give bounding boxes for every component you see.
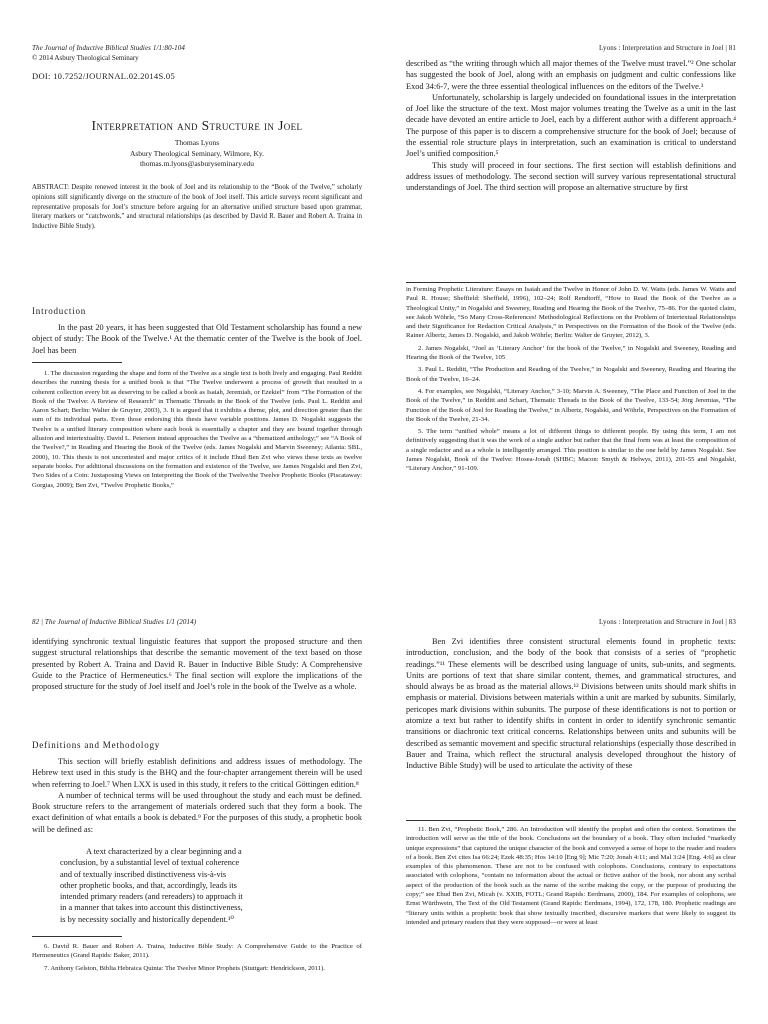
paragraph: In the past 20 years, it has been suggested that Old Testament scholarship has found a new object of study: The Book of the Twelve.¹ At the thematic center of the Twelve is the book of Joel. Joel has been xyxy=(32,323,362,355)
body-text xyxy=(406,636,736,772)
paragraph: Ben Zvi identifies three consistent structural elements found in prophetic texts: introduction, conclusion, and the body of the book that consists of a series of “prophetic readings.”¹¹ These elements will be described using language of units, sub-units, and segments. Units are portions of text that share similar content, themes, and grammatical structures, and should always be as broad as the material allows.¹² Divisions between units should mark shifts in emphasis or material. Divisions between materials within a unit are marked by subunits. Similarly, pericopes mark divisions within subunits. The purpose of these identifications is not to portion or atomize a text but rather to identify shifts in content in order to identify synchronic semantic transitions or diachronic text critical concerns. Relationships between units and subunits will be described as semantic movement and specific structural relationships (especially those described in Bauer and Traina, which reflect the structural analysis developed throughout the history of Inductive Bible Study) will be used to articulate the activity of these xyxy=(406,637,736,771)
quote-line: in a manner that takes into account this distinctiveness, xyxy=(60,903,243,913)
author-affiliation: Asbury Theological Seminary, Wilmore, Ky. xyxy=(129,148,265,158)
footnote-rule xyxy=(406,820,736,821)
footnote: 3. Paul L. Redditt, “The Production and Reading of the Twelve,” in Nogalski and Sweeney, Reading and Hearing the Book of the Twelve, 16–24. xyxy=(406,366,736,383)
body-text xyxy=(32,322,362,356)
footnotes xyxy=(32,942,362,976)
doi: DOI: 10.7252/JOURNAL.02.2014S.05 xyxy=(32,71,176,81)
page-4 xyxy=(384,512,768,1024)
author-email: thomas.m.lyons@asburyseminary.edu xyxy=(139,159,255,168)
author-block xyxy=(32,138,362,170)
quote-line: intended primary readers (and rereaders) to approach it xyxy=(60,892,243,902)
footnote: in Forming Prophetic Literature: Essays on Isaiah and the Twelve in Honor of John D. W. Watts (eds. James W. Watts and Paul R. House; Sheffield: Sheffield, 1996), 102–24; Rolf Rendtorff, “How to Read the Book of the Twelve as a Theological Unity,” in Nogalski and Sweeney, Reading and Hearing the Book of the Twelve, 75–86. For the quoted claim, see Jakob Wöhrle, “So Many Cross-References! Methodological Reflections on the Problem of Intertextual Relationships and their Significance for Redaction Critical Analysis,” in Perspectives on the Formation of the Book of the Twelve (eds. Rainer Albertz, James D. Nogalski, and Jakob Wöhrle; Berlin: Walter de Gruyter, 2012), 3. xyxy=(406,286,736,340)
author-name: Thomas Lyons xyxy=(174,138,220,147)
section-heading: Definitions and Methodology xyxy=(32,740,161,750)
footnote: 2. James Nogalski, “Joel as ‘Literary Anchor’ for the book of the Twelve,” in Nogalski and Sweeney, Reading and Hearing the Book of the Twelve, 105 xyxy=(406,344,736,362)
body-text xyxy=(32,636,362,692)
body-text xyxy=(32,756,362,835)
footnotes xyxy=(406,285,736,477)
page-1 xyxy=(0,0,384,512)
footnote: 7. Anthony Gelston, Biblia Hebraica Quinta: The Twelve Minor Prophets (Stuttgart: Hendrickson, 2011). xyxy=(44,964,325,972)
section-heading: Introduction xyxy=(32,306,87,316)
article-title: Interpretation and Structure in Joel xyxy=(91,118,303,133)
paragraph: Unfortunately, scholarship is largely undecided on foundational issues in the interpretation of Joel like the structure of the text. Most major volumes treating the Twelve as a unit in the last decade have devoted an entire article to Joel, each by a different author with a different approach.⁴ The purpose of this paper is to discern a comprehensive structure for the book of Joel; because of the essential role structure plays in interpretation, such an examination is critical to understand Joel’s unified composition.⁵ xyxy=(406,92,736,159)
running-head: Lyons : Interpretation and Structure in Joel | 83 xyxy=(599,618,736,626)
page-2 xyxy=(384,0,768,512)
quote-line: is by necessity socially and historically dependent.¹⁰ xyxy=(60,914,234,924)
running-head: The Journal of Inductive Biblical Studies 1/1:80-104 xyxy=(32,44,185,52)
block-quote xyxy=(60,846,338,925)
abstract: ABSTRACT: Despite renewed interest in the book of Joel and its relationship to the “Book of the Twelve,” scholarly opinions still significantly diverge on the structure of the book of Joel itself. This article surveys recent significant and representative proposals for Joel’s structure before arguing for an alternative unified structure based upon grammar, literary markers or “catchwords,” and structural relationships (as described by David R. Bauer and Robert A. Traina in Inductive Bible Study). xyxy=(32,184,362,231)
quote-line: A text characterized by a clear beginning and a xyxy=(86,847,242,856)
footnote: 6. David R. Bauer and Robert A. Traina, Inductive Bible Study: A Comprehensive Guide to the Practice of Hermeneutics (Grand Rapids: Baker, 2011). xyxy=(32,943,362,960)
footnotes xyxy=(406,825,736,930)
body-text xyxy=(406,58,736,194)
quote-line: and of textually inscribed distinctiveness vis-à-vis xyxy=(60,869,227,879)
footnote: 4. For examples, see Nogalski, “Literary Anchor,” 3-10; Marvin A. Sweeney, “The Place and Function of Joel in the Book of the Twelve,” in Redditt and Schart, Thematic Threads in the Book of the Twelve, 133-54; Jörg Jeremias, “The Function of the Book of Joel for Reading the Twelve,” in Albertz, Nogalski, and Wöhrle, Perspectives on the Formation of the Book of the Twelve, 21-34. xyxy=(406,387,736,423)
footnote-rule xyxy=(32,936,122,937)
running-head: Lyons : Interpretation and Structure in Joel | 81 xyxy=(599,44,736,52)
paragraph: identifying synchronic textual linguistic features that support the proposed structure and then suggest structural relationships that describe the semantic movement of the text based on those presented by Robert A. Traina and David R. Bauer in Inductive Bible Study: A Comprehensive Guide to the Practice of Hermeneutics.⁶ The final section will explore the implications of the proposed structure for the study of Joel itself and Joel’s role in the book of the Twelve as a whole. xyxy=(32,637,362,692)
page-3 xyxy=(0,512,384,1024)
footnote: 11. Ben Zvi, “Prophetic Book,” 286. An Introduction will identify the prophet and often the context. Sometimes the introduction will serve as the title of the book. Conclusions set the boundary of a book. They often included “markedly unique expressions” that captured the unique character of the book and conveyed a sense of hope to the reader and readers of a book. Ben Zvi cites Isa 66:24; Ezek 48:35; Hos 14:10 [Eng 9]; Mic 7:20; Jonah 4:11; and Mal 3:24 [Eng. 4:6] as clear examples of this phenomenon. These are not to be confused with colophons. Conclusions, contrary to expectations associated with colophons, “contain no information about the actual or fictive author of the book, nor about any scribal aspect of the production of the book such as the name of the scribe making the copy, or the purpose of producing the copy;” see Ehud Ben Zvi, Micah (v. XXIB, FOTL; Grand Rapids: Eerdmans, 2000), 184. For examples of colophons, see Ernst Würthwein, The Text of the Old Testament (Grand Rapids: Eerdmans, 1994), 172, 178, 180. Prophetic readings are “literary units within a prophetic book that show textually inscribed, discursive markers that were likely to suggest its intended and primary readers that they were supposed—or were at least xyxy=(406,826,736,926)
paragraph: This study will proceed in four sections. The first section will establish definitions and address issues of methodology. The second section will survey various representational structural understandings of Joel. The third section will propose an alternative structure by first xyxy=(406,160,736,193)
paragraph: A number of technical terms will be used throughout the study and each must be defined. Book structure refers to the arrangement of materials ordered such that they form a book. The exact definition of what entails a book is debated.⁹ For the purposes of this study, a prophetic book will be defined as: xyxy=(32,790,362,834)
footnotes xyxy=(32,369,362,493)
paragraph: This section will briefly establish definitions and address issues of methodology. The Hebrew text used in this study is the BHQ and the four-chapter arrangement therein will be used when referring to Joel.⁷ When LXX is used in this study, it refers to the critical Göttingen edition.⁸ xyxy=(32,757,362,789)
running-head: 82 | The Journal of Inductive Biblical Studies 1/1 (2014) xyxy=(32,618,197,626)
quote-line: conclusion, by a substantial level of textual coherence xyxy=(60,858,240,868)
quote-line: other prophetic books, and that, accordingly, leads its xyxy=(60,880,237,890)
footnote: 5. The term “unified whole” means a lot of different things to different people. By using this term, I am not definitively suggesting that it was the work of a single author but rather that the final form was at least the composition of a single redactor and as a whole is intelligently arranged. This position is similar to the one held by James Nogalski. See James Nogalski, Book of the Twelve: Hosea-Jonah (SHBC; Macon: Smyth & Helwys, 2011), 201-55 and Nogalski, “Literary Anchor,” 91-109. xyxy=(406,428,736,473)
footnote: 1. The discussion regarding the shape and form of the Twelve as a single text is both lively and engaging. Paul Redditt describes the running thesis for a unified book is that “The Twelve underwent a process of growth that resulted in a coherent collection every bit as deserving to be called a book as Isaiah, Jeremiah, or Ezekiel” from “The Formation of the Book of the Twelve: A Review of Research” in Thematic Threads in the Book of the Twelve (eds. Paul L. Redditt and Aaron Schart; Berlin: Walter de Gruyter, 2003), 3. It is argued that it exhibits a theme, plot, and direction greater than the sum of its individual parts. Even those endorsing this thesis have variable positions. James D. Nogalski suggests the Twelve is a unified literary composition where each book is essentially a chapter and they are bound together through allusion and intertextuality. David L. Peterson instead approaches the Twelve as a “thematized anthology;” see “A Book of the Twelve?,” in Reading and Hearing the Book of the Twelve (eds. James Nogalski and Marvin Sweeney; Atlanta: SBL, 2000), 10. This thesis is not uncontested and major critics of it include Ehud Ben Zvi who views these texts as twelve separate books. For additional discussions on the formation and existence of the Twelve, see James Nogalski and Ben Zvi, Two Sides of a Coin: Juxtaposing Views on Interpreting the Book of the Twelve/the Twelve Prophetic Books (Piscataway: Gorgias, 2009); Ben Zvi, “Twelve Prophetic Books,” xyxy=(32,370,362,489)
footnote-rule xyxy=(32,362,122,363)
copyright: © 2014 Asbury Theological Seminary xyxy=(32,54,139,62)
footnote-rule xyxy=(406,282,736,283)
paragraph: described as “the writing through which all major themes of the Twelve must travel.”² One scholar has suggested the book of Joel, along with an emphasis on judgment and cultic confessions like Exod 34:6-7, were the three essential theological influences on the editors of the Twelve.³ xyxy=(406,59,736,91)
